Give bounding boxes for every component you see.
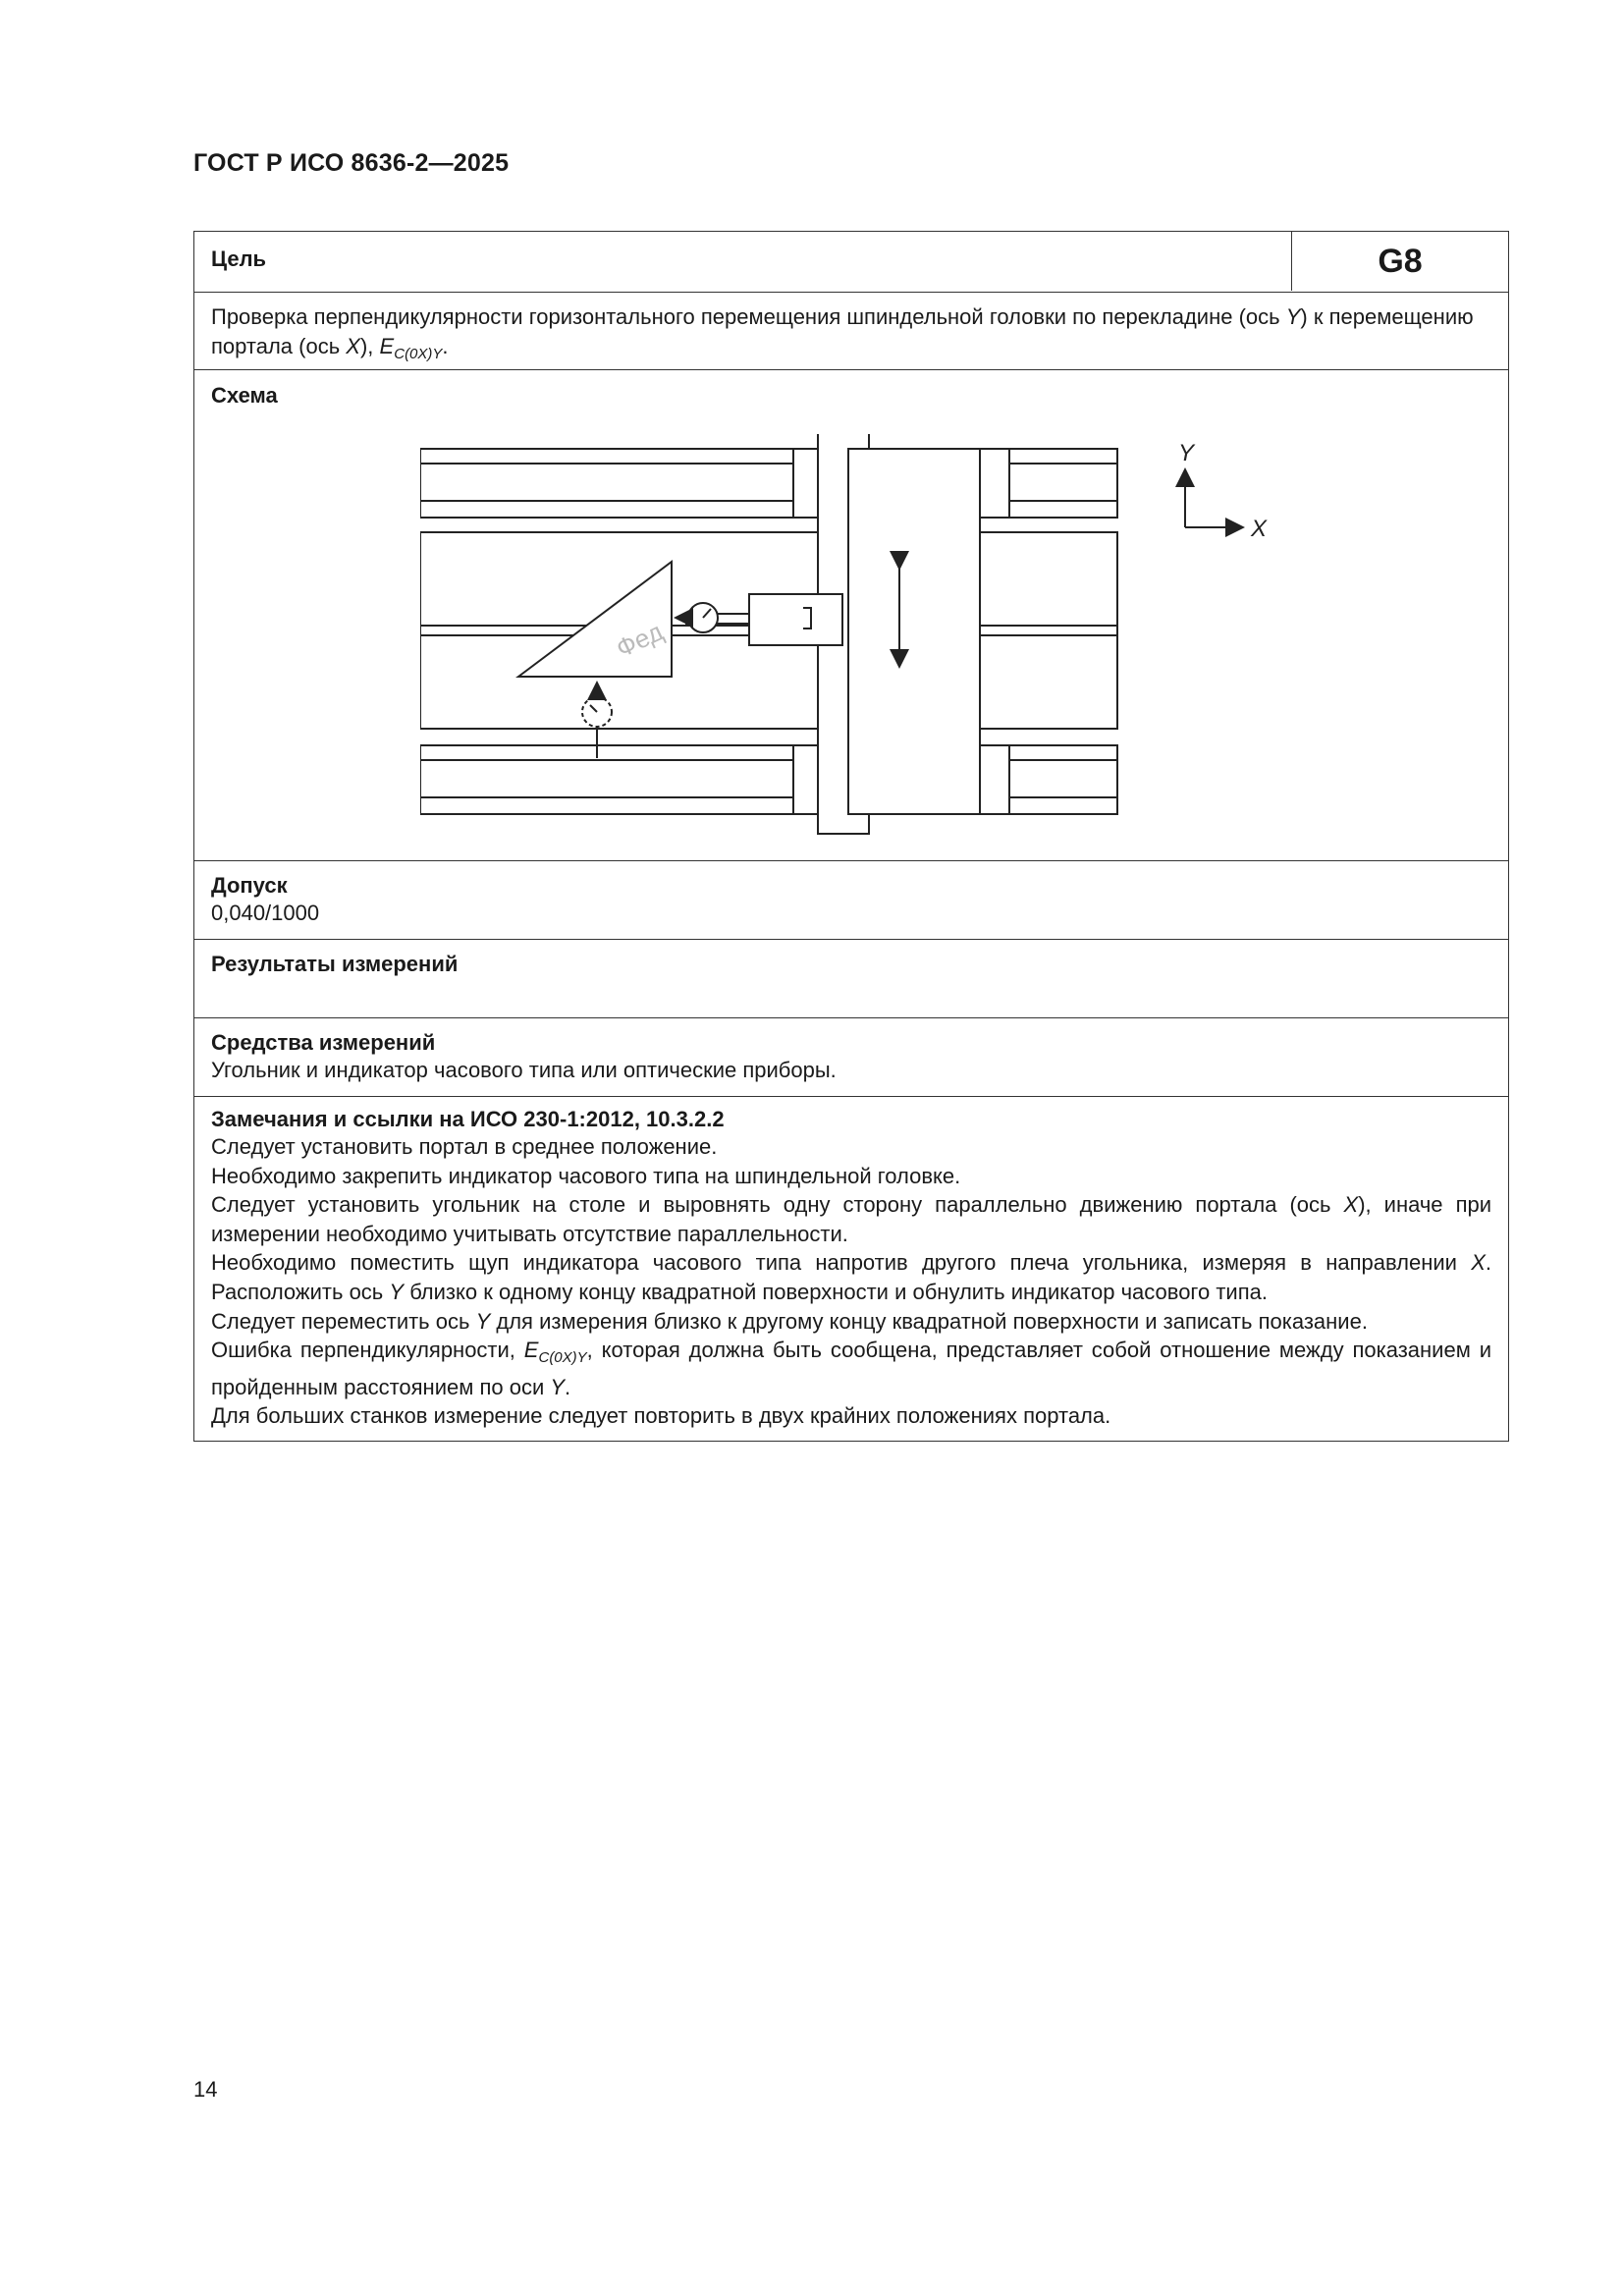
notes-line-2: Необходимо закрепить индикатор часового типа на шпиндельной головке. <box>211 1163 961 1188</box>
axis-y-label: Y <box>1178 440 1195 466</box>
test-code: G8 <box>1291 232 1508 291</box>
scheme-label: Схема <box>211 383 278 408</box>
test-sheet <box>193 231 1509 1442</box>
tools-text: Угольник и индикатор часового типа или оптические приборы. <box>211 1058 837 1082</box>
document-header: ГОСТ Р ИСО 8636-2—2025 <box>193 149 510 177</box>
notes-line-7: Для больших станков измерение следует повторить в двух крайних положениях портала. <box>211 1403 1111 1429</box>
goal-text-row <box>194 293 1508 370</box>
spindle-head <box>749 594 842 645</box>
carriage-block-top-right <box>980 449 1009 518</box>
notes-line-5: Следует переместить ось Y для измерения близко к другому концу квадратной поверхности и записать показание. <box>211 1308 1368 1334</box>
notes-line-4: Необходимо поместить щуп индикатора часового типа напротив другого плеча угольника, измеряя в направлении X. Расположить ось Y близко к одному концу квадратной поверхности и обнулить индикатор часового типа. <box>211 1250 1491 1304</box>
watermark-text: Фед <box>611 616 668 664</box>
carriage-block-bottom-right <box>980 745 1009 814</box>
notes-line-1: Следует установить портал в среднее положение. <box>211 1134 718 1159</box>
page-number: 14 <box>193 2077 218 2102</box>
notes-line-6: Ошибка перпендикулярности, $E_{C(0X)Y}$, которая должна быть сообщена, представляет собой отношение между показанием и пройденным расстоянием по оси Y. <box>211 1338 1491 1399</box>
error-symbol: E <box>379 333 395 358</box>
tolerance-row <box>194 861 1508 940</box>
bottom-rail <box>420 745 1117 814</box>
results-label: Результаты измерений <box>211 952 459 976</box>
axis-indicator <box>1185 471 1241 527</box>
goal-description: Проверка перпендикулярности горизонтального перемещения шпиндельной головки по перекладине (ось Y) к перемещению портала (ось X), $E_{C(0X)Y}$. <box>211 304 1474 362</box>
portal-cross-rail <box>848 449 980 814</box>
notes-row <box>194 1097 1508 1441</box>
scheme-diagram <box>420 434 1304 847</box>
notes-label: Замечания и ссылки на ИСО 230-1:2012, 10.3.2.2 <box>211 1107 725 1131</box>
tolerance-label: Допуск <box>211 873 288 898</box>
notes-line-3: Следует установить угольник на столе и выровнять одну сторону параллельно движению портала (ось X), иначе при измерении необходимо учитывать отсутствие параллельности. <box>211 1192 1492 1246</box>
tools-label: Средства измерений <box>211 1030 436 1055</box>
tools-row <box>194 1018 1508 1097</box>
top-rail <box>420 449 1117 518</box>
results-row <box>194 940 1508 1018</box>
tolerance-value: 0,040/1000 <box>211 901 320 925</box>
axis-x-label: X <box>1251 516 1268 542</box>
goal-label: Цель <box>211 246 267 271</box>
goal-header-row <box>194 232 1508 293</box>
scheme-row <box>194 370 1508 861</box>
